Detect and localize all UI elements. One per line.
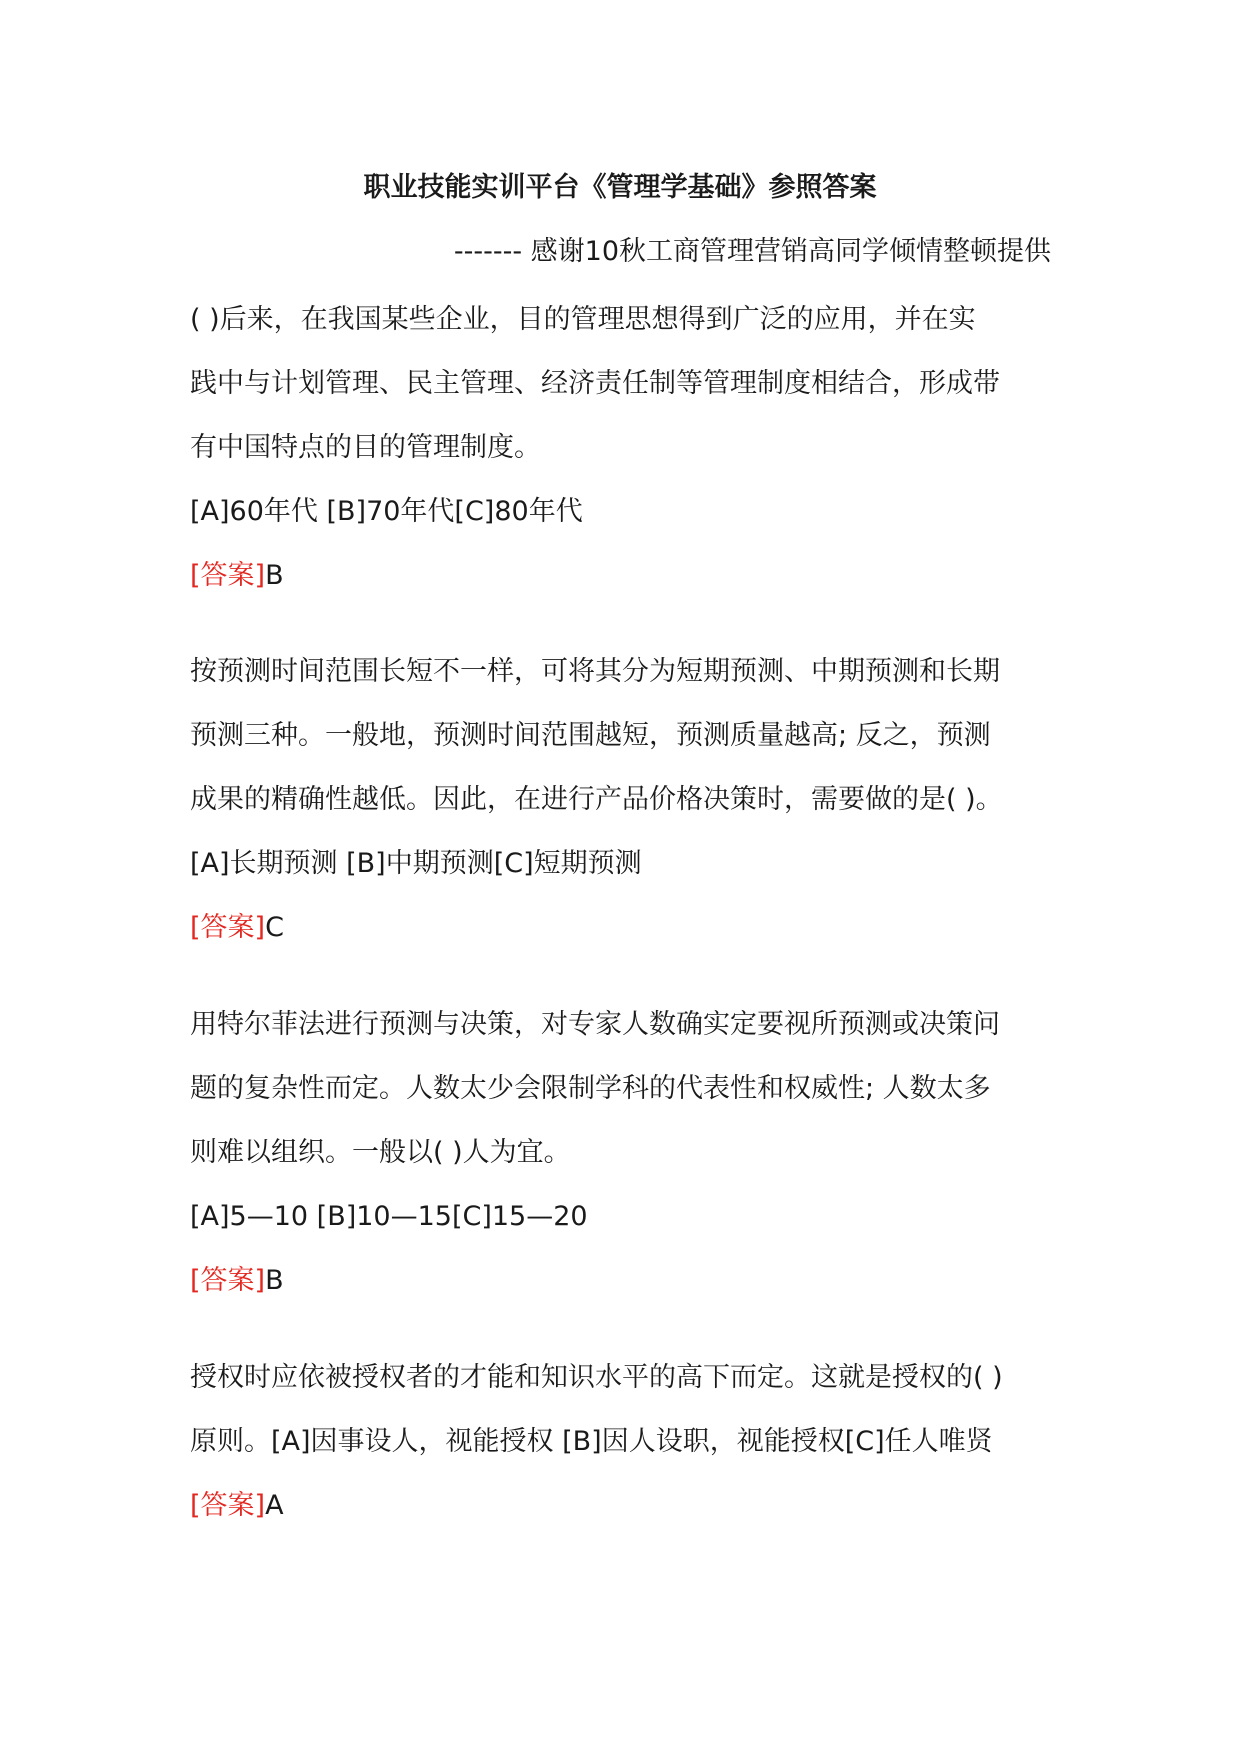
answer-value: A [265, 1490, 284, 1521]
question-stem-line: 授权时应依被授权者的才能和知识水平的高下而定。这就是授权的( ) [190, 1362, 1003, 1393]
question-options: [A]长期预测 [B]中期预测[C]短期预测 [190, 848, 642, 879]
question-stem-line: 践中与计划管理、民主管理、经济责任制等管理制度相结合，形成带 [190, 368, 1000, 399]
question-stem-line: 用特尔菲法进行预测与决策，对专家人数确实定要视所预测或决策问 [190, 1009, 1000, 1040]
answer-line [190, 908, 284, 948]
answer-label: [答案] [190, 1490, 266, 1521]
answer-line [190, 1261, 284, 1301]
question-options: [A]60年代 [B]70年代[C]80年代 [190, 496, 583, 527]
question-stem-line: 题的复杂性而定。人数太少会限制学科的代表性和权威性; 人数太多 [190, 1073, 991, 1104]
answer-value: C [265, 912, 284, 943]
credit-line: ------- 感谢10秋工商管理营销高同学倾情整顿提供 [453, 236, 1051, 267]
document-title: 职业技能实训平台《管理学基础》参照答案 [363, 172, 877, 203]
question-stem-line: 按预测时间范围长短不一样，可将其分为短期预测、中期预测和长期 [190, 656, 1000, 687]
question-options: [A]5—10 [B]10—15[C]15—20 [190, 1201, 588, 1232]
answer-line [190, 1486, 284, 1526]
question-stem-line: 则难以组织。一般以( )人为宜。 [190, 1137, 571, 1168]
question-stem-line: 原则。[A]因事设人，视能授权 [B]因人设职，视能授权[C]任人唯贤 [190, 1426, 993, 1457]
question-stem-line: ( )后来，在我国某些企业，目的管理思想得到广泛的应用，并在实 [190, 304, 976, 335]
answer-value: B [265, 1265, 284, 1296]
answer-label: [答案] [190, 560, 266, 591]
question-stem-line: 有中国特点的目的管理制度。 [190, 432, 541, 463]
question-stem-line: 预测三种。一般地，预测时间范围越短，预测质量越高; 反之，预测 [190, 720, 991, 751]
answer-line [190, 556, 284, 596]
answer-label: [答案] [190, 912, 266, 943]
answer-value: B [265, 560, 284, 591]
question-stem-line: 成果的精确性越低。因此，在进行产品价格决策时，需要做的是( )。 [190, 784, 1003, 815]
answer-label: [答案] [190, 1265, 266, 1296]
